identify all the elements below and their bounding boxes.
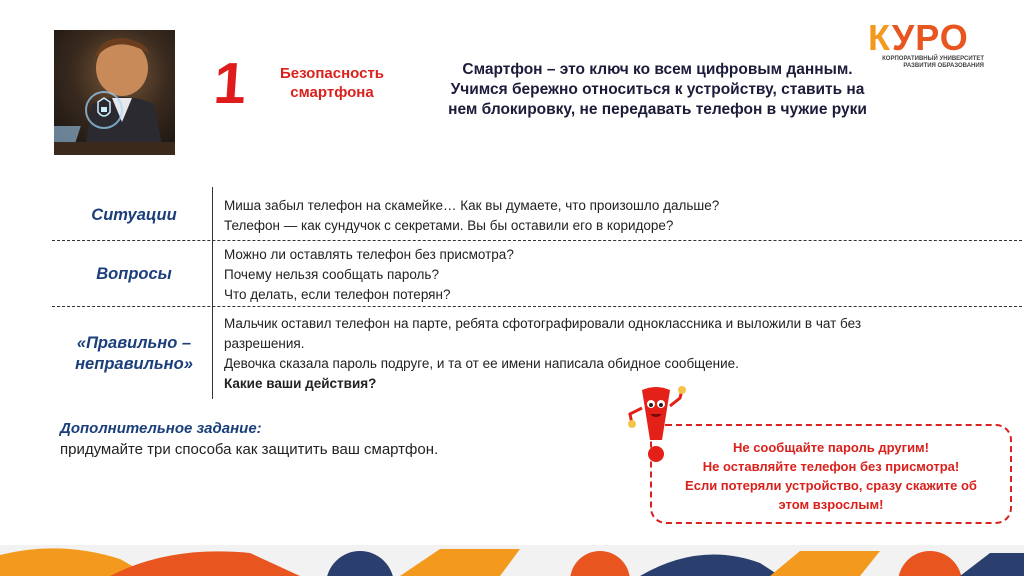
boy-with-phone-illustration-icon xyxy=(54,30,175,155)
decorative-bottom-band xyxy=(0,545,1024,576)
question-line-1: Можно ли оставлять телефон без присмотра? xyxy=(224,247,514,262)
situations-text xyxy=(224,196,984,236)
intro-text xyxy=(415,60,900,120)
warning-line-4: этом взрослым! xyxy=(778,497,884,512)
question-line-3: Что делать, если телефон потерян? xyxy=(224,287,451,302)
label-right-wrong-line-1: «Правильно – xyxy=(76,334,192,352)
extra-task-title: Дополнительное задание: xyxy=(60,420,262,437)
right-wrong-line-2: разрешения. xyxy=(224,336,305,351)
intro-line-2: Учимся бережно относиться к устройству, ставить на xyxy=(450,81,865,98)
extra-task xyxy=(60,418,560,460)
warning-line-3: Если потеряли устройство, сразу скажите об xyxy=(685,478,977,493)
boy-smartphone-photo xyxy=(54,30,175,155)
warning-line-2: Не оставляйте телефон без присмотра! xyxy=(702,459,960,474)
logo-wordmark xyxy=(868,17,990,58)
topic-title-line-2: смартфона xyxy=(290,84,374,101)
label-right-wrong-line-2: неправильно» xyxy=(75,355,193,373)
questions-text xyxy=(224,245,984,305)
label-questions: Вопросы xyxy=(96,265,172,283)
right-wrong-text xyxy=(224,314,984,394)
row-divider-1 xyxy=(52,240,1022,241)
logo-subtitle-2: РАЗВИТИЯ ОБРАЗОВАНИЯ xyxy=(903,63,984,69)
section-number: 1 xyxy=(211,51,249,116)
warning-line-1: Не сообщайте пароль другим! xyxy=(732,440,930,455)
intro-line-3: нем блокировку, не передавать телефон в чужие руки xyxy=(448,101,867,118)
right-wrong-line-3: Девочка сказала пароль подруге, и та от ее имени написала обидное сообщение. xyxy=(224,356,739,371)
topic-title-line-1: Безопасность xyxy=(279,65,385,82)
intro-line-1: Смартфон – это ключ ко всем цифровым данным. xyxy=(462,61,853,78)
row-divider-2 xyxy=(52,306,1022,307)
warning-box xyxy=(650,424,1012,524)
right-wrong-line-1: Мальчик оставил телефон на парте, ребята сфотографировали одноклассника и выложили в чат без xyxy=(224,316,862,331)
situation-line-1: Миша забыл телефон на скамейке… Как вы думаете, что произошло дальше? xyxy=(224,198,720,213)
topic-title xyxy=(268,64,396,102)
label-situations: Ситуации xyxy=(91,206,177,224)
exclamation-mascot xyxy=(620,384,692,466)
logo-letter-k: К xyxy=(868,17,892,58)
decorative-shapes-icon xyxy=(0,545,1024,576)
logo-subtitle-1: КОРПОРАТИВНЫЙ УНИВЕРСИТЕТ xyxy=(882,56,984,62)
question-line-2: Почему нельзя сообщать пароль? xyxy=(224,267,439,282)
extra-task-text: придумайте три способа как защитить ваш смартфон. xyxy=(60,441,439,458)
right-wrong-question: Какие ваши действия? xyxy=(224,376,377,391)
situation-line-2: Телефон — как сундучок с секретами. Вы бы оставили его в коридоре? xyxy=(224,218,674,233)
exclamation-mark-mascot-icon xyxy=(620,384,692,466)
kuro-logo xyxy=(868,17,990,70)
label-right-wrong xyxy=(54,333,214,375)
logo-letters-rest: УРО xyxy=(891,17,969,58)
